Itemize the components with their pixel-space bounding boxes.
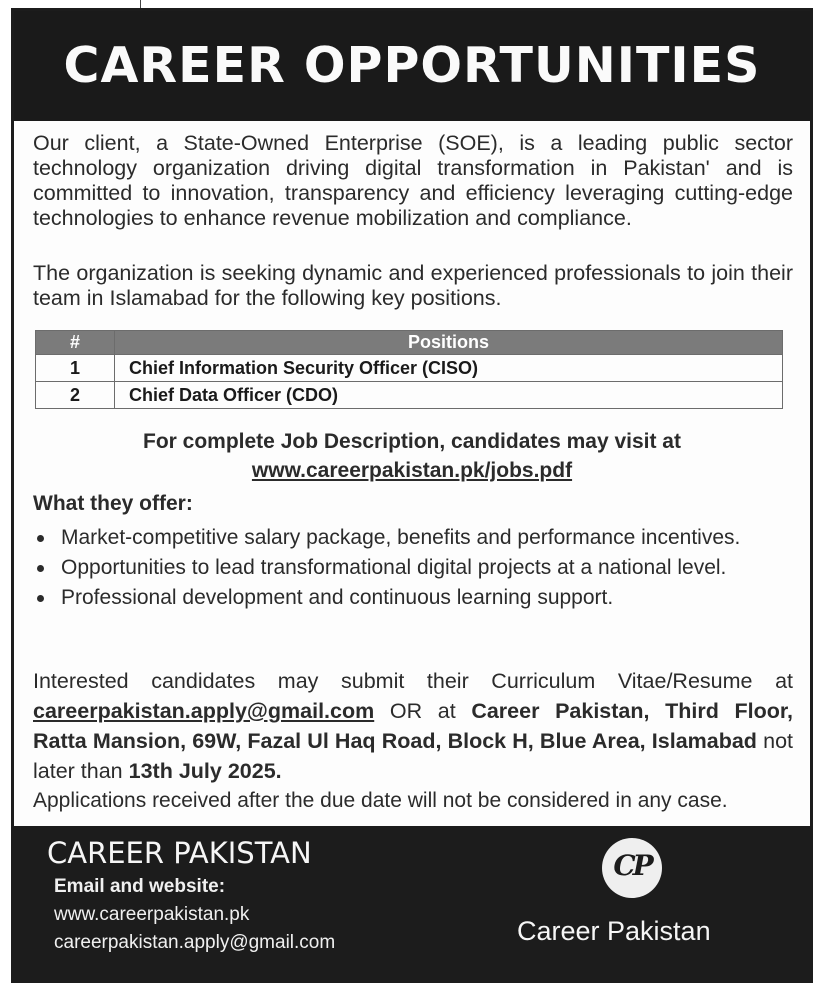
- column-header-number: #: [36, 331, 115, 355]
- intro-text: Our client, a State-Owned Enterprise (SOE), is a leading public sector technology organization driving digital transformation in Pakistan' and is committed to innovation, transparency and efficiency leveraging cutting-edge technologies to enhance revenue mobilization and compliance.: [33, 131, 793, 230]
- logo-name: Career Pakistan: [517, 916, 711, 946]
- position-title: Chief Information Security Officer (CISO): [115, 355, 783, 382]
- offer-list: [33, 523, 803, 613]
- footer-email[interactable]: careerpakistan.apply@gmail.com: [54, 932, 336, 953]
- table-header-row: [36, 331, 783, 355]
- offer-item-text: Market-competitive salary package, benefits and performance incentives.: [61, 526, 741, 549]
- bullet-icon: [37, 595, 44, 602]
- job-description-link[interactable]: www.careerpakistan.pk/jobs.pdf: [251, 459, 573, 482]
- bullet-icon: [37, 535, 44, 542]
- footer-website[interactable]: www.careerpakistan.pk: [54, 904, 250, 925]
- job-description-notice: [14, 427, 810, 485]
- position-title: Chief Data Officer (CDO): [115, 382, 783, 409]
- job-description-text: For complete Job Description, candidates may visit at: [143, 430, 681, 453]
- logo-monogram: CP: [613, 849, 651, 882]
- apply-deadline: 13th July 2025.: [128, 759, 282, 783]
- apply-email-link[interactable]: careerpakistan.apply@gmail.com: [33, 699, 375, 723]
- list-item: [33, 553, 803, 583]
- apply-address: Career Pakistan, Third Floor, Ratta Mansion, 69W, Fazal Ul Haq Road, Block H, Blue Area, Islamabad: [33, 699, 794, 753]
- application-text: [33, 666, 793, 786]
- offer-heading: What they offer:: [33, 492, 193, 515]
- column-header-positions: Positions: [115, 331, 783, 355]
- seeking-text: The organization is seeking dynamic and experienced professionals to join their team in Islamabad for the following key positions.: [33, 261, 793, 310]
- job-advertisement: [11, 8, 813, 983]
- apply-not-later: not later than: [33, 729, 793, 783]
- intro-paragraph: [33, 131, 793, 231]
- apply-lead: Interested candidates may submit their Curriculum Vitae/Resume at: [33, 669, 793, 693]
- list-item: [33, 583, 803, 613]
- position-number: 1: [36, 355, 115, 382]
- application-instructions: [33, 666, 793, 786]
- footer-brand: CAREER PAKISTAN: [47, 836, 312, 870]
- bullet-icon: [37, 565, 44, 572]
- positions-table: [35, 330, 783, 409]
- top-edge-mark: [140, 0, 141, 8]
- list-item: [33, 523, 803, 553]
- apply-or-at: OR at: [389, 699, 456, 723]
- career-pakistan-logo-icon: [602, 838, 662, 898]
- offer-item-text: Professional development and continuous learning support.: [61, 586, 614, 609]
- offer-item-text: Opportunities to lead transformational digital projects at a national level.: [61, 556, 727, 579]
- table-row: [36, 382, 783, 409]
- table-row: [36, 355, 783, 382]
- contact-label: Email and website:: [54, 876, 226, 897]
- seeking-paragraph: [33, 261, 793, 311]
- due-date-notice: Applications received after the due date will not be considered in any case.: [33, 789, 728, 812]
- headline: CAREER OPPORTUNITIES: [14, 11, 810, 121]
- footer-banner: [14, 826, 810, 980]
- position-number: 2: [36, 382, 115, 409]
